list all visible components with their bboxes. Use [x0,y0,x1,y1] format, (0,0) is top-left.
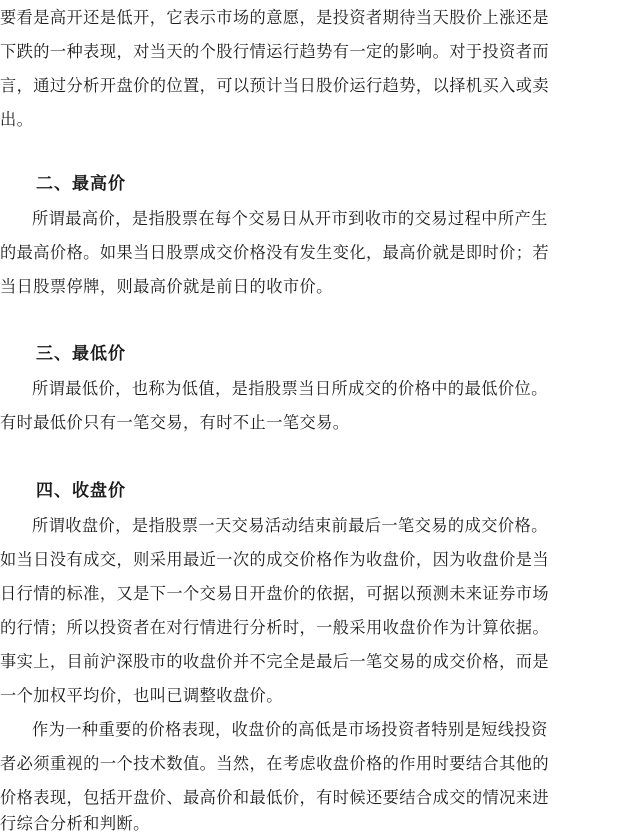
paragraph-line: 有时最低价只有一笔交易，有时不止一笔交易。 [0,413,350,432]
section-heading-highest-price: 二、最高价 [36,174,126,194]
paragraph-line: 所谓收盘价，是指股票一天交易活动结束前最后一笔交易的成交价格。 [32,516,548,535]
intro-line: 要看是高开还是低开，它表示市场的意愿，是投资者期待当天股价上涨还是 [0,8,550,27]
paragraph-line: 日行情的标准，又是下一个交易日开盘价的依据，可据以预测未来证券市场 [0,584,550,603]
paragraph-line: 所谓最高价，是指股票在每个交易日从开市到收市的交易过程中所产生 [32,209,548,228]
paragraph-line: 行综合分析和判断。 [0,814,150,833]
intro-line: 言，通过分析开盘价的位置，可以预计当日股价运行趋势，以择机买入或卖 [0,76,550,95]
paragraph-line: 作为一种重要的价格表现，收盘价的高低是市场投资者特别是短线投资 [32,720,548,739]
paragraph-line: 如当日没有成交，则采用最近一次的成交价格作为收盘价，因为收盘价是当 [0,550,550,569]
paragraph-line: 的行情；所以投资者在对行情进行分析时，一般采用收盘价作为计算依据。 [0,618,550,637]
section-heading-closing-price: 四、收盘价 [36,481,126,501]
intro-line: 下跌的一种表现，对当天的个股行情运行趋势有一定的影响。对于投资者而 [0,42,550,61]
paragraph-line: 的最高价格。如果当日股票成交价格没有发生变化，最高价就是即时价；若 [0,243,550,262]
paragraph-line: 所谓最低价，也称为低值，是指股票当日所成交的价格中的最低价位。 [32,379,548,398]
paragraph-line: 价格表现，包括开盘价、最高价和最低价，有时候还要结合成交的情况来进 [0,788,550,807]
paragraph-line: 者必须重视的一个技术数值。当然，在考虑收盘价格的作用时要结合其他的 [0,754,550,773]
paragraph-line: 当日股票停牌，则最高价就是前日的收市价。 [0,277,333,296]
intro-line: 出。 [0,110,34,129]
section-heading-lowest-price: 三、最低价 [36,344,126,364]
paragraph-line: 一个加权平均价，也叫已调整收盘价。 [0,686,283,705]
paragraph-line: 事实上，目前沪深股市的收盘价并不完全是最后一笔交易的成交价格，而是 [0,652,550,671]
